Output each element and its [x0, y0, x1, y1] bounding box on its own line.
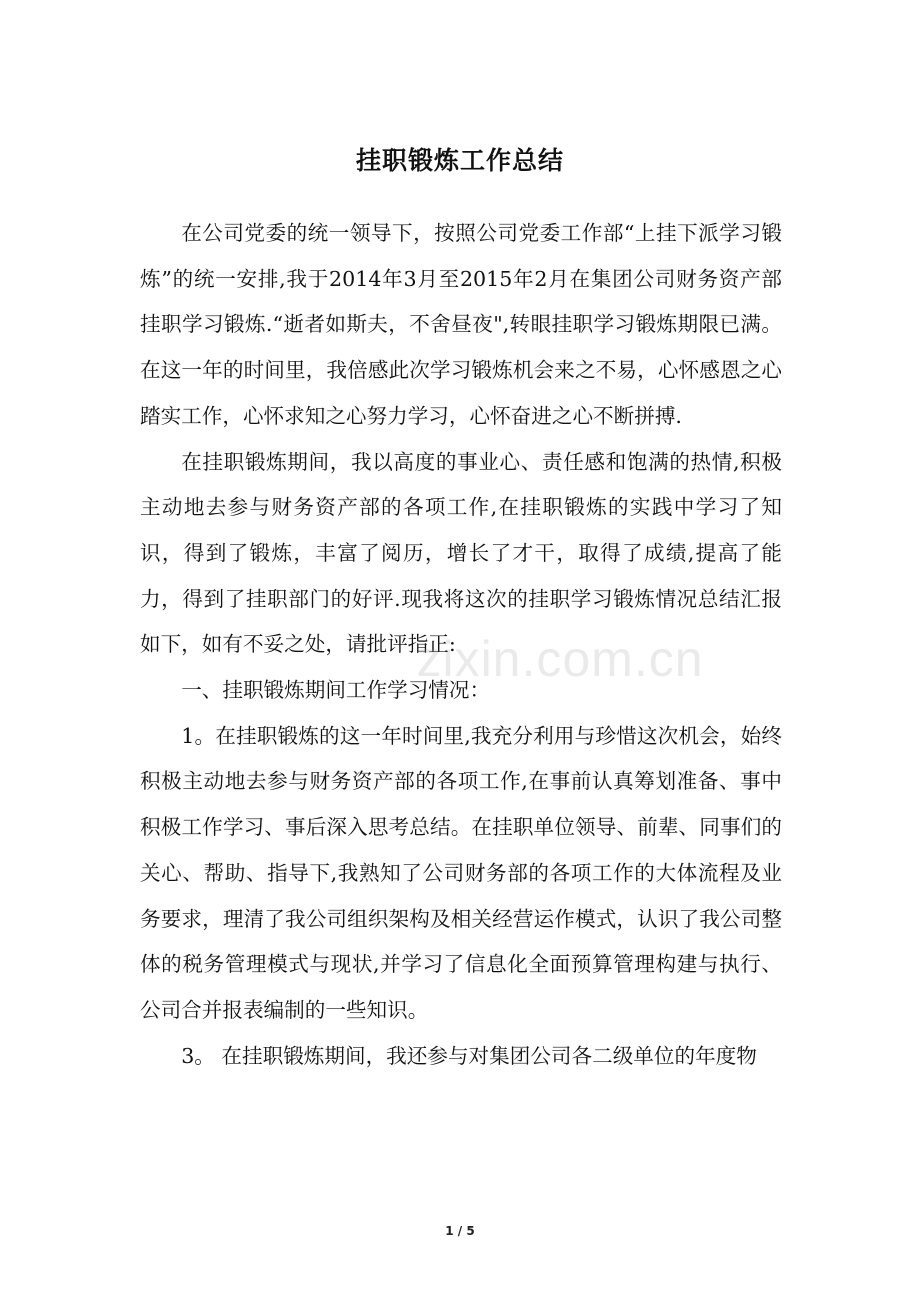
paragraph-item-1: 1。在挂职锻炼的这一年时间里,我充分利用与珍惜这次机会，始终积极主动地去参与财务资产部的各项工作,在事前认真筹划准备、事中积极工作学习、事后深入思考总结。在挂职单位领导、前辈、同事们的关心、帮助、指导下,我熟知了公司财务部的各项工作的大体流程及业务要求，理清了我公司组织架构及相关经营运作模式，认识了我公司整体的税务管理模式与现状,并学习了信息化全面预算管理构建与执行、公司合并报表编制的一些知识。 [140, 723, 782, 1022]
watermark-text: zixin.com.cn [416, 631, 704, 687]
page-number: 1 / 5 [445, 1224, 475, 1238]
paragraph-intro: 在公司党委的统一领导下，按照公司党委工作部“上挂下派学习锻炼”的统一安排,我于2014年3月至2015年2月在集团公司财务资产部挂职学习锻炼.“逝者如斯夫，不舍昼夜",转眼挂职学习锻炼期限已满。在这一年的时间里，我倍感此次学习锻炼机会来之不易，心怀感恩之心踏实工作，心怀求知之心努力学习，心怀奋进之心不断拼搏. [140, 221, 782, 428]
document-body [140, 211, 782, 1079]
paragraph-item-3: 3。 在挂职锻炼期间，我还参与对集团公司各二级单位的年度物 [181, 1043, 757, 1068]
section-heading-1: 一、挂职锻炼期间工作学习情况： [181, 678, 491, 703]
document-title: 挂职锻炼工作总结 [355, 146, 564, 175]
paragraph-summary: 在挂职锻炼期间，我以高度的事业心、责任感和饱满的热情,积极主动地去参与财务资产部的各项工作,在挂职锻炼的实践中学习了知识，得到了锻炼，丰富了阅历，增长了才干，取得了成绩,提高了能力，得到了挂职部门的好评.现我将这次的挂职学习锻炼情况总结汇报如下，如有不妥之处，请批评指正: [140, 449, 782, 657]
